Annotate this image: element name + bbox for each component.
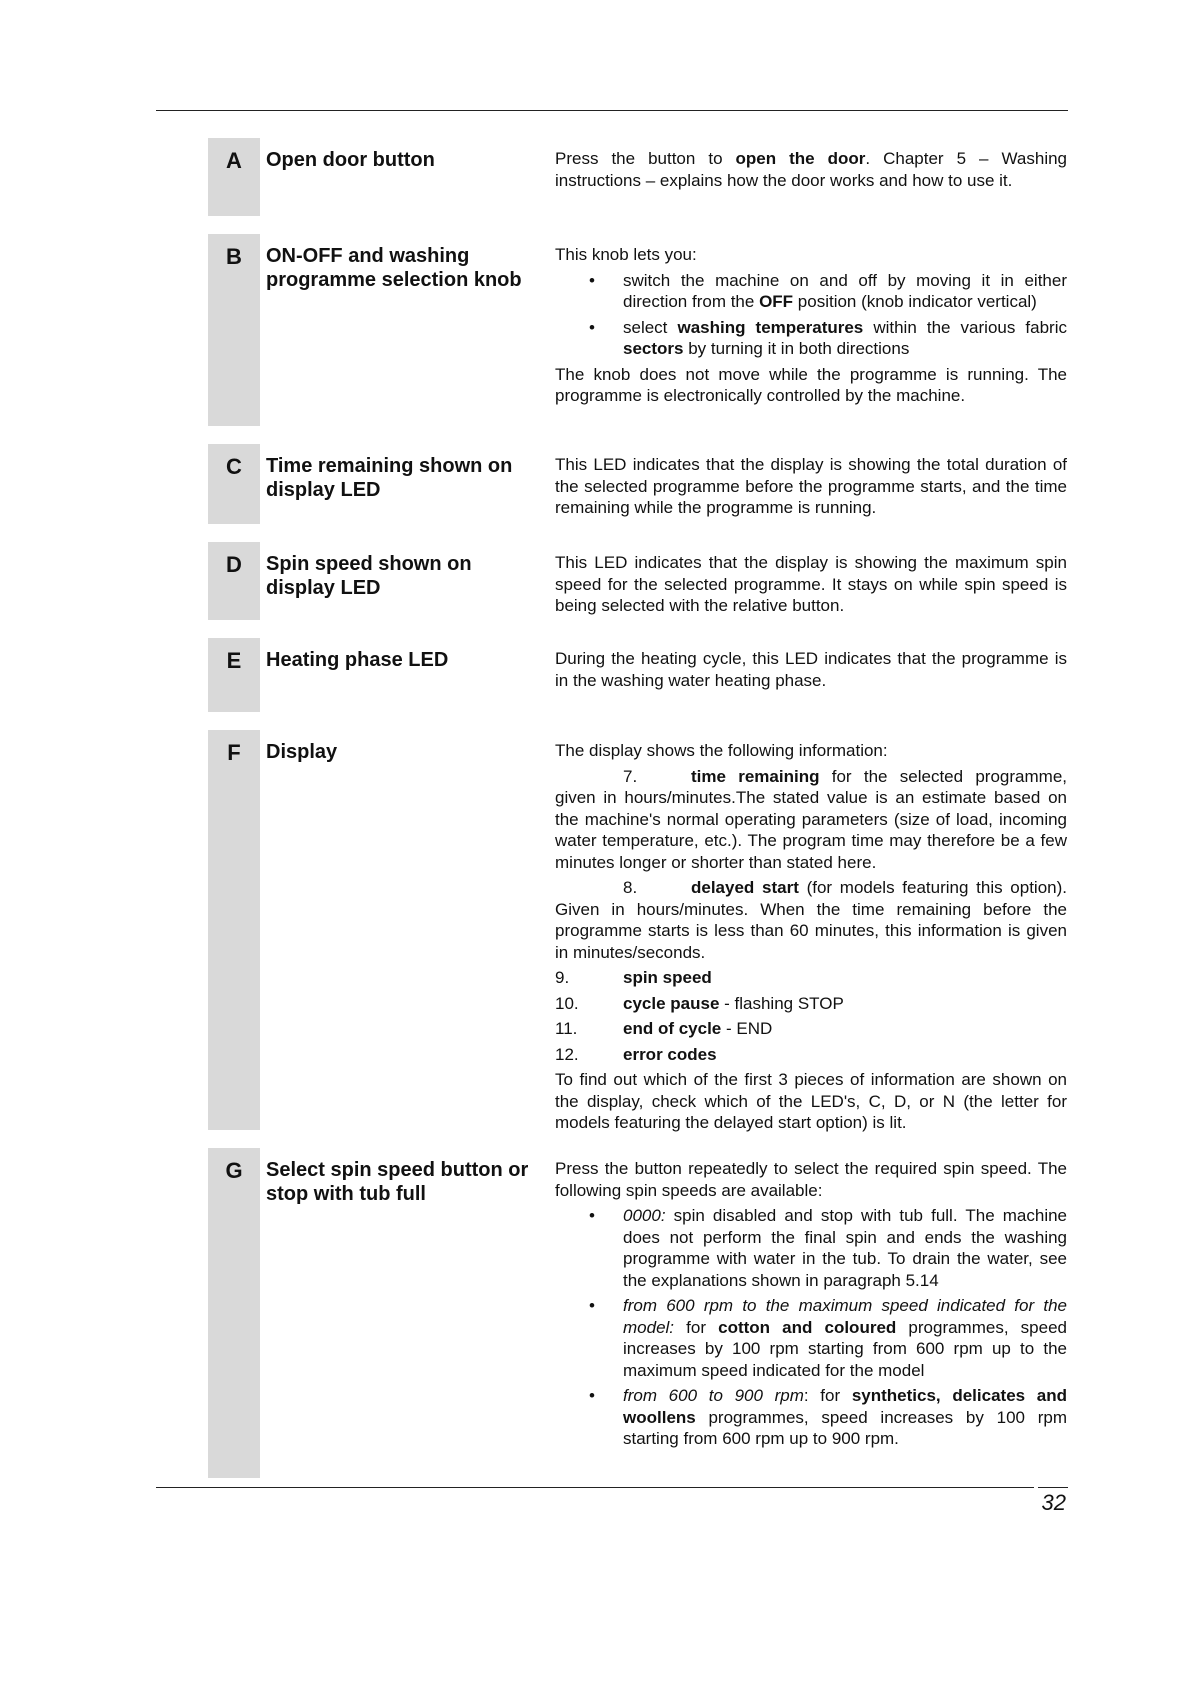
row-title: Display — [266, 741, 338, 763]
row-time-remaining-led — [208, 444, 1068, 524]
display-outro: To find out which of the first 3 pieces of information are shown on the display, check which of the LED's, C, D, or N (the letter for models featuring the delayed start option) is lit. — [555, 1070, 1067, 1132]
list-item: 8. delayed start (for models featuring this option). Given in hours/minutes. When the time remaining before the programme starts is less than 60 minutes, this information is given in minutes/seconds. — [555, 878, 1067, 962]
row-title: ON-OFF and washing programme selection knob — [266, 245, 522, 291]
row-letter: C — [208, 444, 260, 524]
row-title: Spin speed shown on display LED — [266, 553, 472, 599]
row-description — [555, 244, 1067, 411]
bottom-rule-short — [1038, 1487, 1068, 1488]
row-description: During the heating cycle, this LED indicates that the programme is in the washing water heating phase. — [555, 649, 1067, 690]
row-description: This LED indicates that the display is showing the maximum spin speed for the selected programme. It stays on while spin speed is being selected with the relative button. — [555, 553, 1067, 615]
bottom-rule — [156, 1487, 1034, 1488]
page-number: 32 — [1041, 1490, 1066, 1515]
list-item: • from 600 rpm to the maximum speed indicated for the model: for cotton and coloured programmes, speed increases by 100 rpm starting from 600 rpm up to the maximum speed indicated for the model — [589, 1296, 1067, 1380]
row-open-door — [208, 138, 1068, 216]
list-item: 9. spin speed — [555, 968, 712, 987]
list-item: • 0000: spin disabled and stop with tub full. The machine does not perform the final spin and ends the washing programme with water in the tub. To drain the water, see the explanations shown in paragraph 5.14 — [589, 1206, 1067, 1290]
row-title: Open door button — [266, 149, 435, 171]
row-description: This LED indicates that the display is showing the total duration of the selected programme before the programme starts, and the time remaining while the programme is running. — [555, 455, 1067, 517]
row-description — [555, 740, 1067, 1138]
row-spin-speed-button — [208, 1148, 1068, 1478]
list-item: • switch the machine on and off by moving it in either direction from the OFF position (knob indicator vertical) — [589, 270, 1067, 311]
list-item: 10. cycle pause - flashing STOP — [555, 993, 844, 1013]
display-intro: The display shows the following information: — [555, 741, 888, 760]
row-spin-speed-led — [208, 542, 1068, 620]
list-item: 11. end of cycle - END — [555, 1019, 773, 1038]
list-item: • select washing temperatures within the various fabric sectors by turning it in both directions — [589, 317, 1067, 358]
knob-intro: This knob lets you: — [555, 245, 697, 264]
row-letter: D — [208, 542, 260, 620]
list-item: 7. time remaining for the selected programme, given in hours/minutes.The stated value is an estimate based on the machine's normal operating parameters (size of load, incoming water temperature, etc.). The program time may therefore be a few minutes longer or shorter than stated here. — [555, 766, 1067, 872]
row-letter: A — [208, 138, 260, 216]
row-knob — [208, 234, 1068, 426]
spin-intro: Press the button repeatedly to select the required spin speed. The following spin speeds are available: — [555, 1159, 1067, 1200]
row-description — [555, 1158, 1067, 1454]
row-title: Select spin speed button or stop with tub full — [266, 1159, 529, 1205]
row-letter: G — [208, 1148, 260, 1478]
row-letter: B — [208, 234, 260, 426]
row-heating-led — [208, 638, 1068, 712]
list-item: • from 600 to 900 rpm: for synthetics, delicates and woollens programmes, speed increases by 100 rpm starting from 600 rpm up to 900 rpm. — [589, 1386, 1068, 1448]
row-description: Press the button to open the door. Chapter 5 – Washing instructions – explains how the door works and how to use it. — [555, 149, 1067, 190]
row-letter: E — [208, 638, 260, 712]
row-letter: F — [208, 730, 260, 1130]
row-title: Heating phase LED — [266, 649, 449, 671]
top-rule — [156, 110, 1068, 111]
row-title: Time remaining shown on display LED — [266, 455, 513, 501]
row-display — [208, 730, 1068, 1130]
list-item: 12. error codes — [555, 1044, 717, 1064]
knob-outro: The knob does not move while the programme is running. The programme is electronically controlled by the machine. — [555, 364, 1067, 405]
